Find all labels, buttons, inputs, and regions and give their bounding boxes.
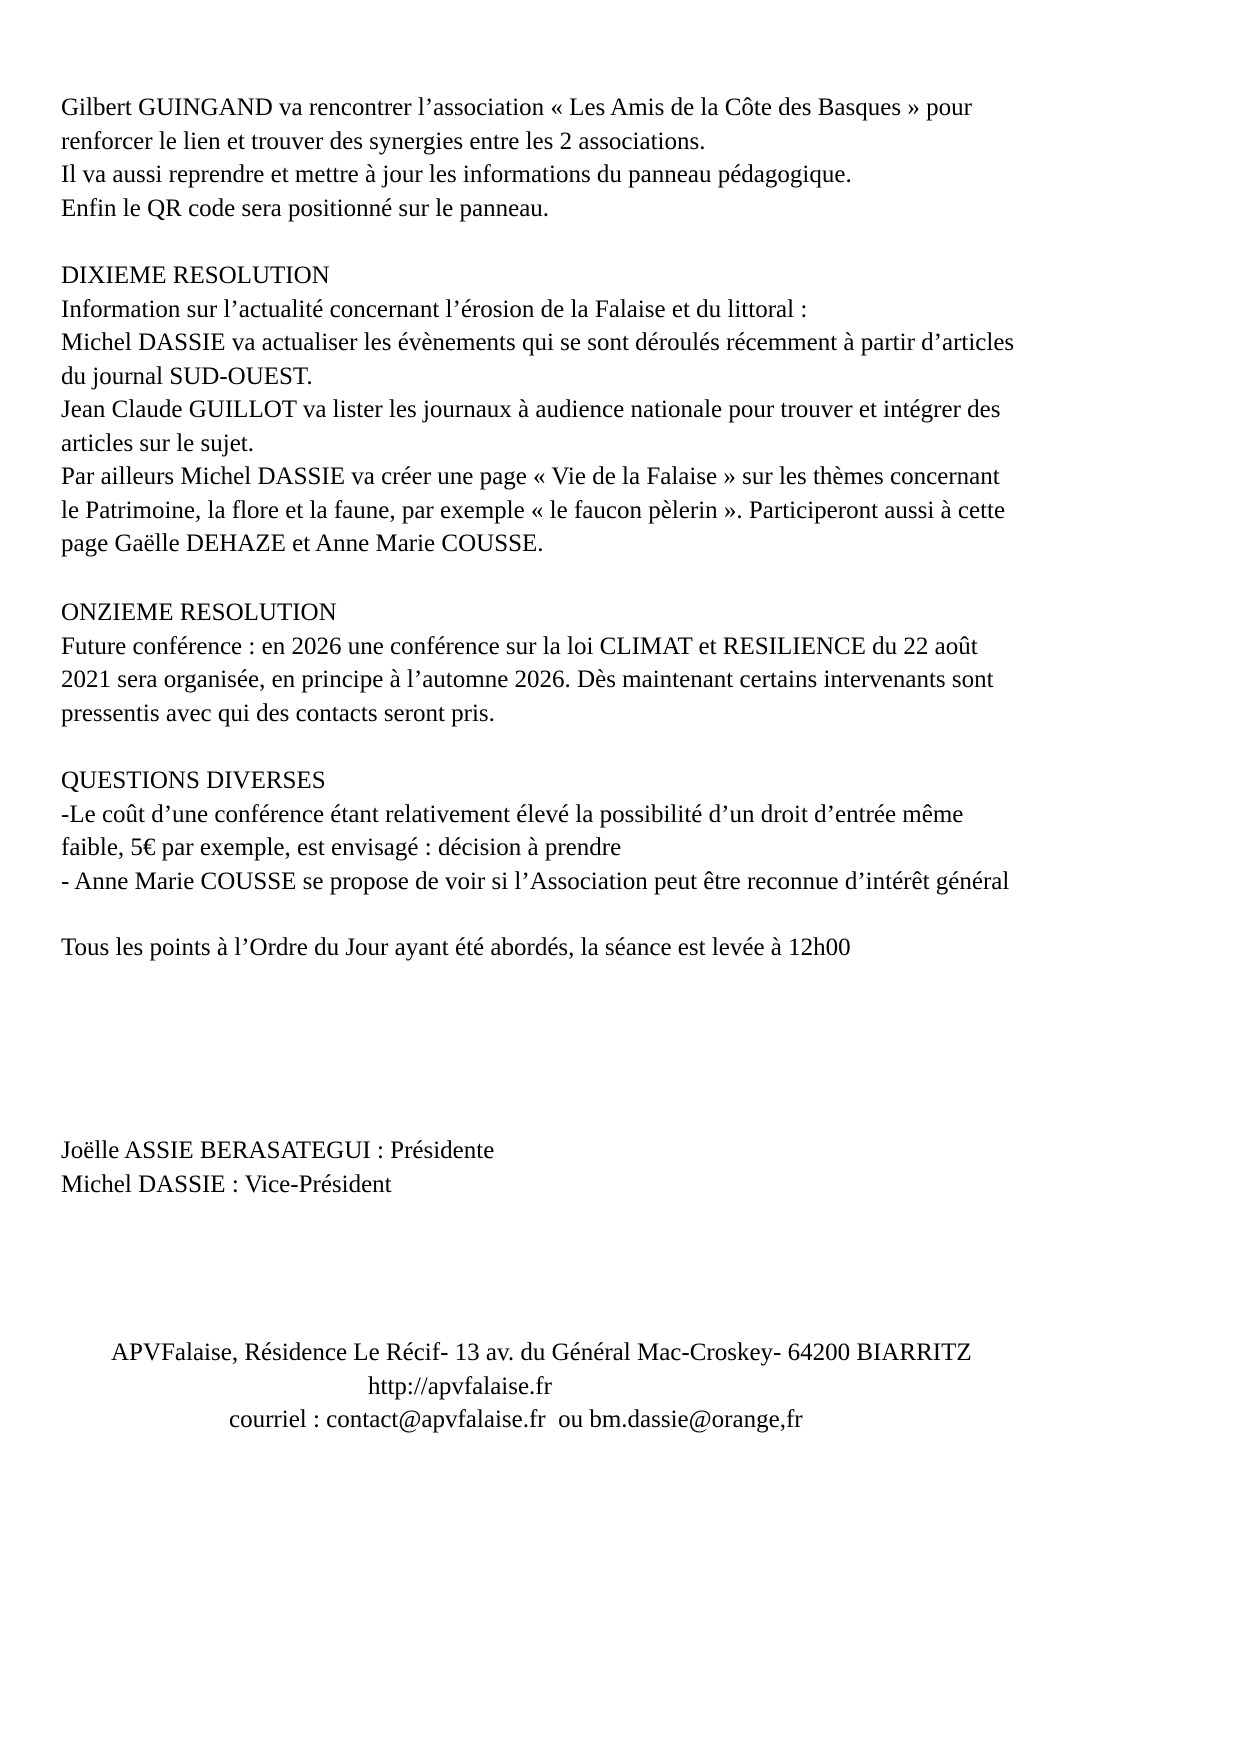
signature-president: Joëlle ASSIE BERASATEGUI : Présidente	[61, 1137, 495, 1164]
intro-paragraph	[61, 91, 1186, 225]
intro-line: Enfin le QR code sera positionné sur le panneau.	[61, 194, 550, 222]
resolution-10-line: articles sur le sujet.	[61, 429, 254, 457]
footer-website: http://apvfalaise.fr	[368, 1373, 552, 1400]
resolution-11-line: 2021 sera organisée, en principe à l’automne 2026. Dès maintenant certains intervenants sont	[61, 666, 994, 693]
signature-vice-president: Michel DASSIE : Vice-Président	[61, 1170, 392, 1198]
questions-section	[61, 764, 1186, 898]
footer-email: courriel : contact@apvfalaise.fr ou bm.dassie@orange,fr	[229, 1406, 803, 1433]
resolution-10-heading: DIXIEME RESOLUTION	[61, 262, 330, 289]
resolution-10-section	[61, 259, 1186, 561]
questions-line: - Anne Marie COUSSE se propose de voir si l’Association peut être reconnue d’intérêt général	[61, 867, 1010, 895]
footer-address: APVFalaise, Résidence Le Récif- 13 av. du Général Mac-Croskey- 64200 BIARRITZ	[111, 1339, 972, 1366]
resolution-11-section	[61, 596, 1186, 730]
resolution-10-line: page Gaëlle DEHAZE et Anne Marie COUSSE.	[61, 530, 544, 557]
resolution-10-line: Information sur l’actualité concernant l’érosion de la Falaise et du littoral :	[61, 295, 808, 323]
signature-block	[61, 1134, 1186, 1201]
intro-line: renforcer le lien et trouver des synergies entre les 2 associations.	[61, 127, 706, 155]
intro-line: Gilbert GUINGAND va rencontrer l’association « Les Amis de la Côte des Basques » pour	[61, 94, 972, 121]
closing-statement: Tous les points à l’Ordre du Jour ayant été abordés, la séance est levée à 12h00	[61, 934, 851, 961]
resolution-10-line: Michel DASSIE va actualiser les évènements qui se sont déroulés récemment à partir d’articles	[61, 329, 1015, 356]
resolution-11-line: Future conférence : en 2026 une conférence sur la loi CLIMAT et RESILIENCE du 22 août	[61, 632, 978, 660]
resolution-10-line: du journal SUD-OUEST.	[61, 362, 313, 390]
questions-heading: QUESTIONS DIVERSES	[61, 767, 326, 794]
questions-line: faible, 5€ par exemple, est envisagé : décision à prendre	[61, 834, 622, 861]
resolution-11-line: pressentis avec qui des contacts seront pris.	[61, 699, 495, 727]
resolution-10-line: Jean Claude GUILLOT va lister les journaux à audience nationale pour trouver et intégrer des	[61, 396, 1001, 423]
resolution-10-line: Par ailleurs Michel DASSIE va créer une page « Vie de la Falaise » sur les thèmes concernant	[61, 463, 1000, 490]
questions-line: -Le coût d’une conférence étant relativement élevé la possibilité d’un droit d’entrée même	[61, 800, 964, 828]
closing-section	[61, 931, 1186, 965]
resolution-10-line: le Patrimoine, la flore et la faune, par exemple « le faucon pèlerin ». Participeront aussi à cette	[61, 496, 1006, 524]
resolution-11-heading: ONZIEME RESOLUTION	[61, 599, 337, 626]
intro-line: Il va aussi reprendre et mettre à jour les informations du panneau pédagogique.	[61, 161, 852, 188]
